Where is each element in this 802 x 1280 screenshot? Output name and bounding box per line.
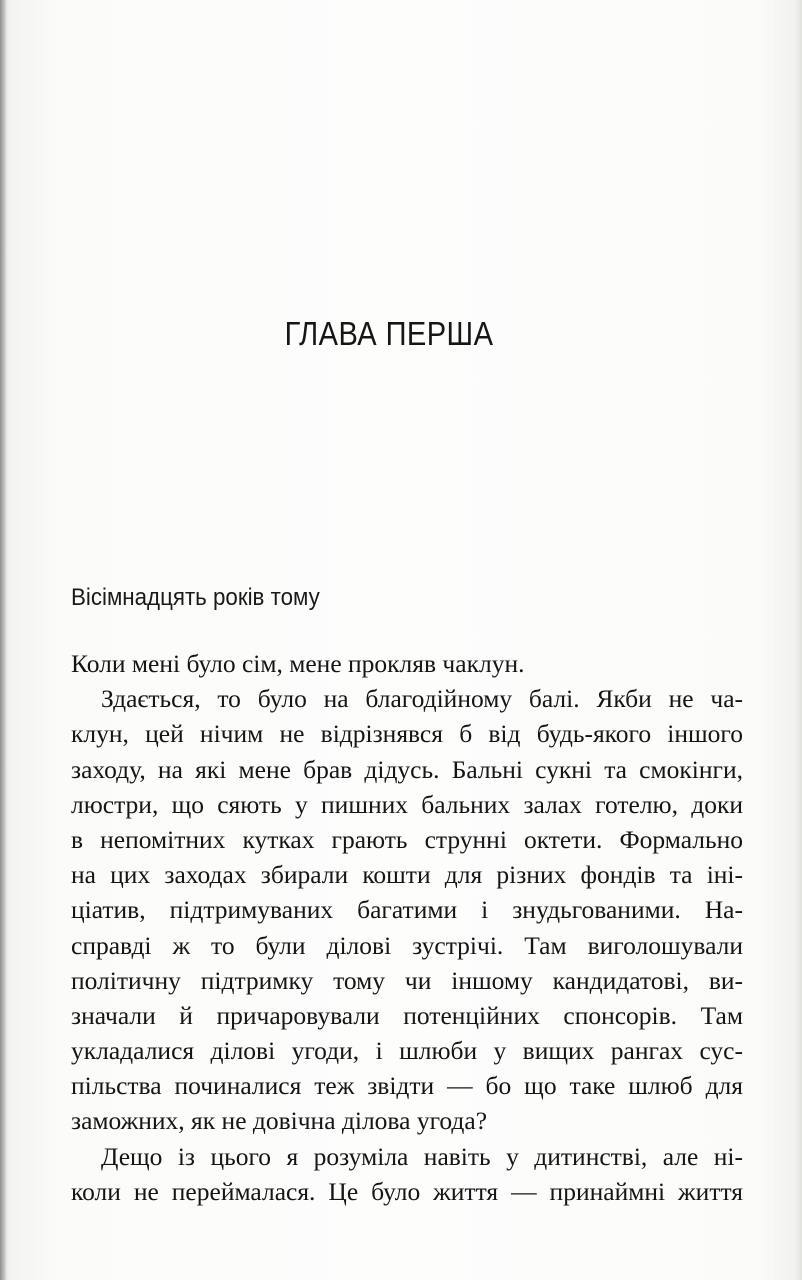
text-line: коли не переймалася. Це було життя — принаймні життя	[71, 1176, 743, 1206]
text-line: Коли мені було сім, мене прокляв чаклун.	[71, 649, 525, 678]
chapter-title: ГЛАВА ПЕРША	[284, 315, 494, 352]
text-line: укладалися ділові угоди, і шлюби у вищих рангах сус-	[71, 1036, 743, 1066]
section-subtitle: Вісімнадцять років тому	[71, 584, 320, 611]
text-line: заможних, як не довічна ділова угода?	[71, 1106, 488, 1136]
text-line: значали й причаровували потенційних спонсорів. Там	[71, 1000, 743, 1030]
text-line: в непомітних кутках грають струнні октети. Формально	[71, 824, 743, 854]
text-line: на цих заходах збирали кошти для різних фондів та іні-	[71, 860, 743, 890]
text-line: Здається, то було на благодійному балі. Якби не ча-	[101, 684, 743, 714]
body-text	[71, 646, 743, 1209]
text-line: клун, цей нічим не відрізнявся б від будь-якого іншого	[71, 719, 743, 749]
page-edge	[0, 0, 6, 1280]
text-line: справді ж то були ділові зустрічі. Там виголошували	[71, 930, 743, 960]
text-line: ціатив, підтримуваних багатими і знудьгованими. На-	[71, 895, 743, 925]
text-line: заходу, на які мене брав дідусь. Бальні сукні та смокінги,	[71, 754, 743, 784]
text-line: люстри, що сяють у пишних бальних залах готелю, доки	[71, 789, 743, 819]
text-line: Дещо із цього я розуміла навіть у дитинстві, але ні-	[101, 1141, 743, 1171]
text-line: політичну підтримку тому чи іншому кандидатові, ви-	[71, 965, 743, 995]
text-line: пільства починалися теж звідти — бо що таке шлюб для	[71, 1071, 743, 1101]
